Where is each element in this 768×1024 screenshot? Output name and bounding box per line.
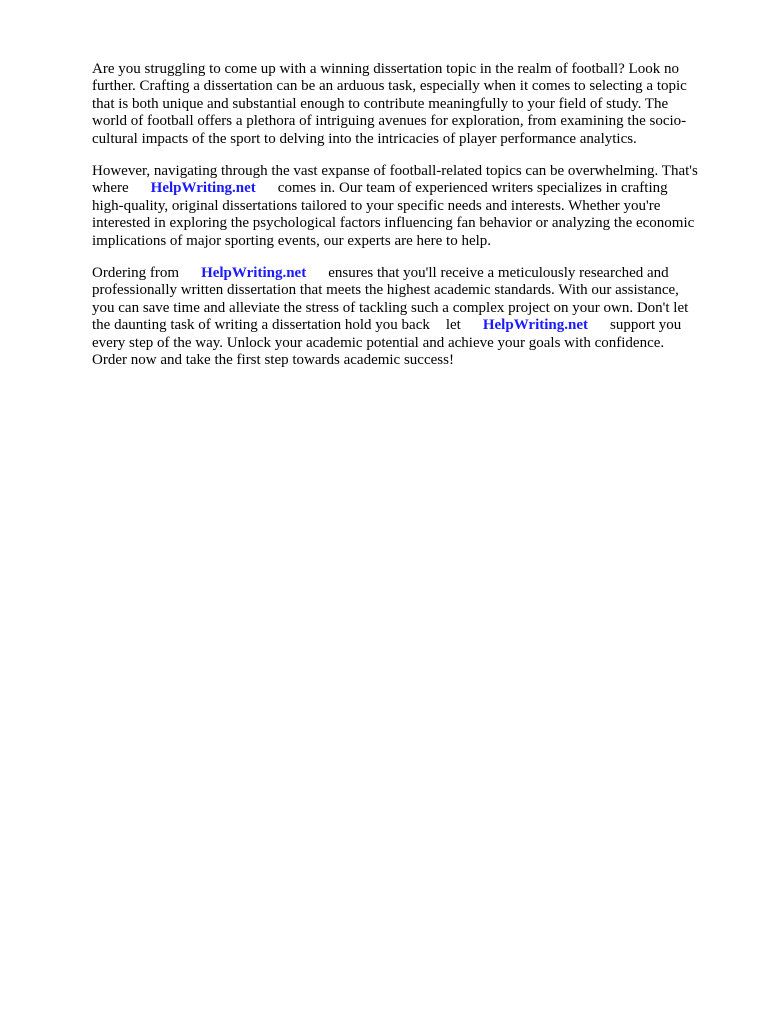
helpwriting-link[interactable]: HelpWriting.net	[201, 265, 307, 282]
text-line	[92, 317, 712, 334]
text-line: professionally written dissertation that meets the highest academic standards. With our assistance,	[92, 282, 679, 299]
text-line: high-quality, original dissertations tailored to your specific needs and interests. Whether you're	[92, 197, 661, 214]
text-fragment: support you	[610, 317, 682, 334]
text-line	[92, 265, 712, 282]
helpwriting-link[interactable]: HelpWriting.net	[150, 180, 256, 197]
text-fragment: ensures that you'll receive a meticulously researched and	[328, 265, 669, 282]
text-fragment: comes in. Our team of experienced writers specializes in crafting	[277, 180, 668, 197]
text-line: further. Crafting a dissertation can be an arduous task, especially when it comes to selecting a topic	[92, 78, 687, 95]
text-fragment: let	[445, 317, 461, 334]
text-line: that is both unique and substantial enough to contribute meaningfully to your field of study. The	[92, 95, 669, 112]
paragraph-service	[92, 163, 712, 250]
text-fragment: the daunting task of writing a dissertation hold you back	[92, 317, 430, 334]
paragraph-intro	[92, 61, 712, 148]
text-fragment: where	[92, 180, 129, 197]
text-line: implications of major sporting events, our experts are here to help.	[92, 232, 492, 249]
text-fragment: Ordering from	[92, 265, 180, 282]
text-line: world of football offers a plethora of intriguing avenues for exploration, from examining the socio-	[92, 113, 687, 130]
helpwriting-link[interactable]: HelpWriting.net	[482, 317, 588, 334]
text-line: Are you struggling to come up with a winning dissertation topic in the realm of football? Look no	[92, 61, 679, 77]
paragraph-ordering	[92, 265, 712, 369]
text-line: However, navigating through the vast expanse of football-related topics can be overwhelming. That's	[92, 163, 698, 180]
text-line: interested in exploring the psychological factors influencing fan behavior or analyzing the economic	[92, 215, 695, 232]
text-line: cultural impacts of the sport to delving into the intricacies of player performance analytics.	[92, 130, 637, 147]
text-line: Order now and take the first step towards academic success!	[92, 352, 454, 369]
text-line: you can save time and alleviate the stress of tackling such a complex project on your own. Don't let	[92, 299, 689, 316]
text-line: every step of the way. Unlock your academic potential and achieve your goals with confidence.	[92, 334, 665, 351]
text-line	[92, 180, 712, 197]
document-page	[92, 61, 712, 385]
